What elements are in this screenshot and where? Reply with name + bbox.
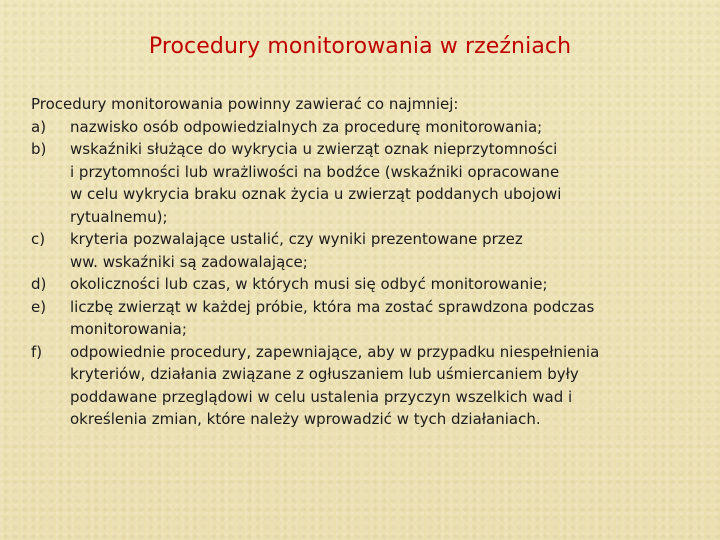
- slide-body: [31, 93, 691, 431]
- list-item-line: wskaźniki służące do wykrycia u zwierząt oznak nieprzytomności: [70, 140, 558, 158]
- requirements-list: [31, 116, 691, 431]
- list-marker: c): [31, 230, 46, 248]
- list-item-text: [70, 273, 691, 296]
- list-item: [31, 296, 691, 341]
- list-item-text: [70, 341, 691, 431]
- list-item-line: ww. wskaźniki są zadowalające;: [70, 252, 308, 271]
- slide-title: Procedury monitorowania w rzeźniach: [148, 34, 572, 59]
- list-marker: d): [31, 275, 47, 293]
- list-item-line: odpowiednie procedury, zapewniające, aby w przypadku niespełnienia: [70, 342, 600, 361]
- list-item-line: nazwisko osób odpowiedzialnych za procedurę monitorowania;: [70, 117, 543, 136]
- list-marker: e): [31, 297, 47, 316]
- list-item-line: liczbę zwierząt w każdej próbie, która ma zostać sprawdzona podczas: [70, 297, 595, 316]
- list-item: [31, 116, 691, 139]
- list-item-line: określenia zmian, które należy wprowadzić w tych działaniach.: [70, 410, 541, 428]
- list-marker: a): [31, 117, 47, 136]
- list-item-line: kryteria pozwalające ustalić, czy wyniki prezentowane przez: [70, 230, 523, 248]
- list-item-text: [70, 116, 691, 139]
- intro-text: Procedury monitorowania powinny zawierać co najmniej:: [31, 95, 459, 113]
- list-item-line: kryteriów, działania związane z ogłuszaniem lub uśmiercaniem były: [70, 365, 579, 383]
- list-item-line: w celu wykrycia braku oznak życia u zwierząt poddanych ubojowi: [70, 185, 562, 203]
- list-item-line: monitorowania;: [70, 320, 187, 338]
- list-item: [31, 138, 691, 228]
- list-item-line: i przytomności lub wrażliwości na bodźce (wskaźniki opracowane: [70, 162, 560, 181]
- list-item: [31, 228, 691, 273]
- list-marker: b): [31, 140, 47, 158]
- list-item-line: poddawane przeglądowi w celu ustalenia przyczyn wszelkich wad i: [70, 387, 573, 406]
- list-item-line: rytualnemu);: [70, 207, 168, 226]
- list-marker: f): [31, 342, 43, 361]
- list-item-line: okoliczności lub czas, w których musi się odbyć monitorowanie;: [70, 275, 548, 293]
- list-item-text: [70, 228, 691, 273]
- list-item: [31, 341, 691, 431]
- list-item-text: [70, 296, 691, 341]
- list-item: [31, 273, 691, 296]
- list-item-text: [70, 138, 691, 228]
